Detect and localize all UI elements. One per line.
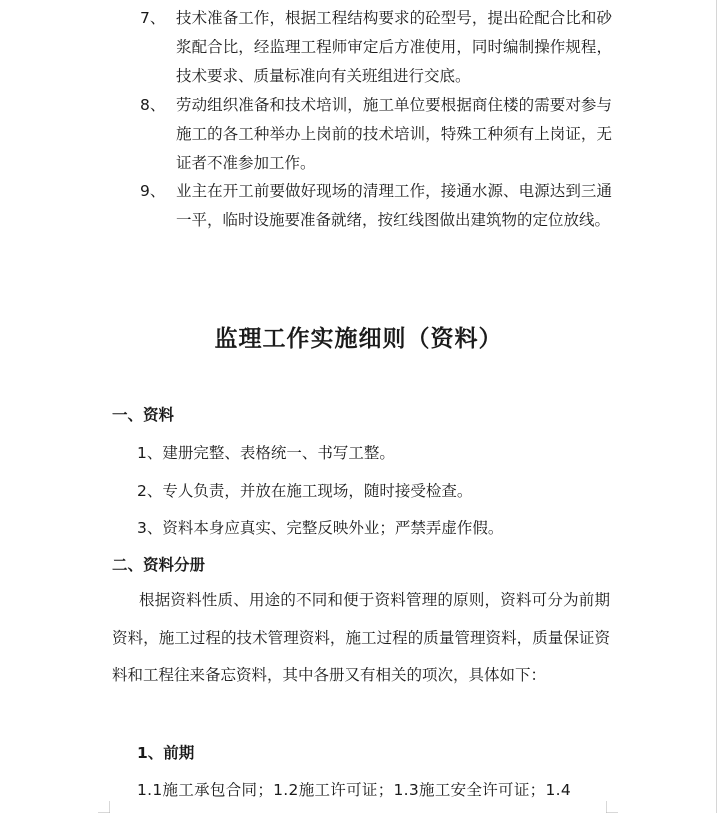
list-number: 9、 [140, 182, 166, 200]
list-item [140, 91, 612, 178]
list-text: 技术准备工作，根据工程结构要求的砼型号，提出砼配合比和砂浆配合比，经监理工程师审定后方准使用，同时编制操作规程，技术要求、质量标准向有关班组进行交底。 [176, 9, 612, 85]
section-item: 1、建册完整、表格统一、书写工整。 [137, 444, 395, 462]
list-number: 7、 [140, 9, 166, 27]
page-corner-mark [606, 801, 618, 813]
section-heading: 二、资料分册 [112, 556, 206, 574]
page-corner-mark [98, 801, 110, 813]
sub-heading: 1、前期 [137, 744, 195, 762]
section-item: 3、资料本身应真实、完整反映外业；严禁弄虚作假。 [137, 519, 504, 537]
list-item [140, 4, 612, 91]
list-item [140, 177, 612, 235]
list-text: 劳动组织准备和技术培训，施工单位要根据商住楼的需要对参与施工的各工种举办上岗前的技术培训，特殊工种须有上岗证，无证者不准参加工作。 [176, 96, 612, 172]
list-number: 8、 [140, 96, 166, 114]
section-item: 1.1施工承包合同；1.2施工许可证；1.3施工安全许可证；1.4 [137, 781, 572, 799]
list-text: 业主在开工前要做好现场的清理工作，接通水源、电源达到三通一平，临时设施要准备就绪，按红线图做出建筑物的定位放线。 [176, 182, 612, 229]
section-heading: 一、资料 [112, 406, 175, 424]
document-title: 监理工作实施细则（资料） [214, 325, 503, 352]
body-paragraph: 根据资料性质、用途的不同和便于资料管理的原则，资料可分为前期资料，施工过程的技术管理资料，施工过程的质量管理资料，质量保证资料和工程往来备忘资料，其中各册又有相关的项次，具体如下： [112, 591, 610, 684]
section-item: 2、专人负责，并放在施工现场，随时接受检查。 [137, 482, 473, 500]
